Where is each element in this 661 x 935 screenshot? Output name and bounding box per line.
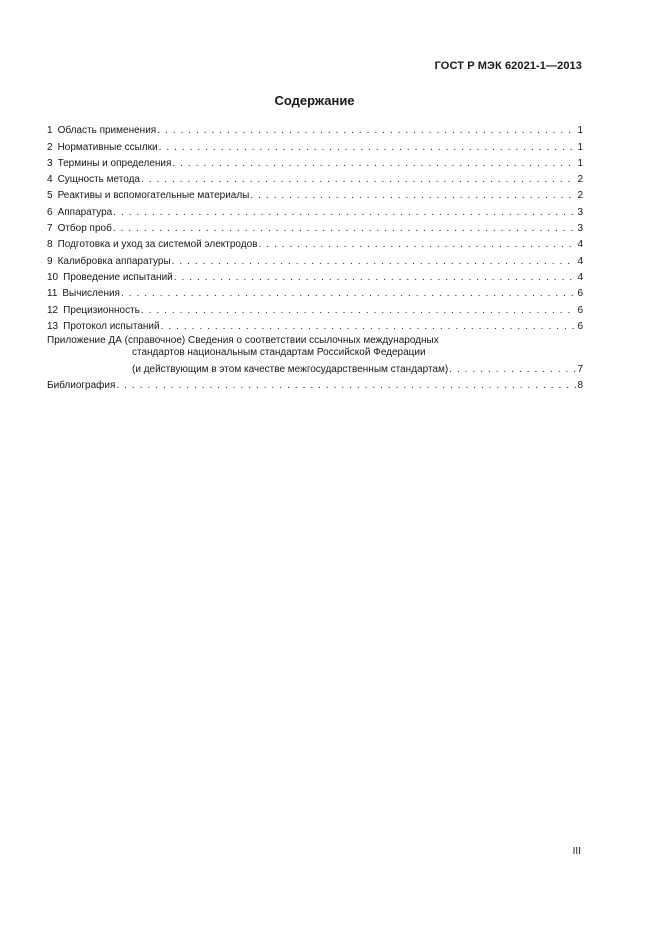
appendix-line-3: (и действующим в этом качестве межгосударственным стандартам) [132,363,449,375]
toc-entry-label [47,288,120,300]
toc-leader-dots [113,223,577,235]
table-of-contents [47,121,583,392]
toc-entry[interactable] [47,186,583,202]
toc-page-number: 3 [577,223,583,235]
toc-entry-number: 10 [47,271,59,283]
toc-title: Содержание [274,93,355,108]
standard-code: ГОСТ Р МЭК 62021-1—2013 [434,60,582,72]
toc-entry-number: 3 [47,157,53,169]
appendix-line-2: стандартов национальным стандартам Российской Федерации [132,347,426,359]
toc-leader-dots [116,380,576,392]
toc-entry[interactable] [47,154,583,170]
toc-entry-number: 6 [47,206,53,218]
toc-entry-text: Проведение испытаний [63,271,173,283]
toc-entry[interactable] [47,284,583,300]
toc-entry-label [47,190,249,202]
toc-leader-dots [174,272,577,284]
toc-bibliography-entry[interactable] [47,376,583,392]
toc-entry-text: Нормативные ссылки [57,141,158,153]
toc-entry-text: Реактивы и вспомогательные материалы [57,190,250,202]
toc-page-number: 2 [577,174,583,186]
toc-entries [47,121,583,333]
appendix-line-1: Приложение ДА (справочное) Сведения о соответствии ссылочных международных [47,334,439,346]
toc-page-number: 7 [577,363,583,375]
toc-leader-dots [161,321,577,333]
toc-leader-dots [449,364,576,376]
page-number: III [572,846,581,857]
toc-entry-text: Сущность метода [57,174,140,186]
toc-entry-label [47,207,112,219]
toc-entry[interactable] [47,251,583,267]
toc-appendix-entry[interactable] [47,335,583,376]
toc-entry[interactable] [47,235,583,251]
toc-entry-text: Прецизионность [63,304,140,316]
toc-leader-dots [258,239,576,251]
toc-entry[interactable] [47,300,583,316]
toc-entry-text: Аппаратура [57,206,113,218]
toc-entry[interactable] [47,121,583,137]
toc-entry-label [47,321,160,333]
toc-entry[interactable] [47,317,583,333]
toc-entry[interactable] [47,137,583,153]
toc-entry-text: Область применения [57,125,157,137]
toc-page-number: 8 [577,380,583,392]
toc-entry-text: Калибровка аппаратуры [57,255,171,267]
toc-entry-label [47,272,173,284]
toc-entry-text: Подготовка и уход за системой электродов [57,239,258,251]
toc-page-number: 4 [577,271,583,283]
toc-entry-label [47,158,171,170]
toc-page-number: 6 [577,304,583,316]
toc-page-number: 6 [577,320,583,332]
toc-page-number: 3 [577,206,583,218]
toc-page-number: 6 [577,288,583,300]
toc-entry-number: 1 [47,125,53,137]
toc-leader-dots [159,142,577,154]
toc-entry-label [47,305,140,317]
toc-entry-label [47,142,158,154]
appendix-line-3-row [47,359,583,375]
toc-entry[interactable] [47,202,583,218]
toc-entry-label: Библиография [47,380,116,392]
toc-entry-label [47,223,112,235]
toc-entry-number: 2 [47,141,53,153]
toc-entry-label [47,256,171,268]
toc-entry-number: 13 [47,320,59,332]
toc-entry[interactable] [47,268,583,284]
toc-entry-number: 5 [47,190,53,202]
toc-leader-dots [172,256,577,268]
toc-page-number: 4 [577,255,583,267]
toc-page-number: 1 [577,157,583,169]
toc-entry-number: 9 [47,255,53,267]
toc-entry[interactable] [47,170,583,186]
toc-entry-text: Отбор проб [57,223,112,235]
toc-entry-number: 11 [47,288,58,300]
toc-leader-dots [250,190,576,202]
toc-page-number: 1 [577,125,583,137]
toc-leader-dots [113,207,576,219]
toc-page-number: 2 [577,190,583,202]
toc-leader-dots [121,288,576,300]
toc-entry-number: 4 [47,174,53,186]
toc-entry-label [47,174,140,186]
toc-page-number: 4 [577,239,583,251]
toc-entry-text: Термины и определения [57,157,172,169]
toc-entry-label [47,239,257,251]
toc-entry-text: Протокол испытаний [63,320,160,332]
toc-page-number: 1 [577,141,583,153]
toc-entry-number: 7 [47,223,53,235]
toc-entry[interactable] [47,219,583,235]
toc-entry-number: 8 [47,239,53,251]
toc-leader-dots [172,158,576,170]
toc-leader-dots [141,174,576,186]
toc-entry-text: Вычисления [62,288,120,300]
toc-entry-label [47,125,156,137]
toc-leader-dots [157,125,576,137]
toc-leader-dots [141,305,577,317]
toc-entry-number: 12 [47,304,59,316]
